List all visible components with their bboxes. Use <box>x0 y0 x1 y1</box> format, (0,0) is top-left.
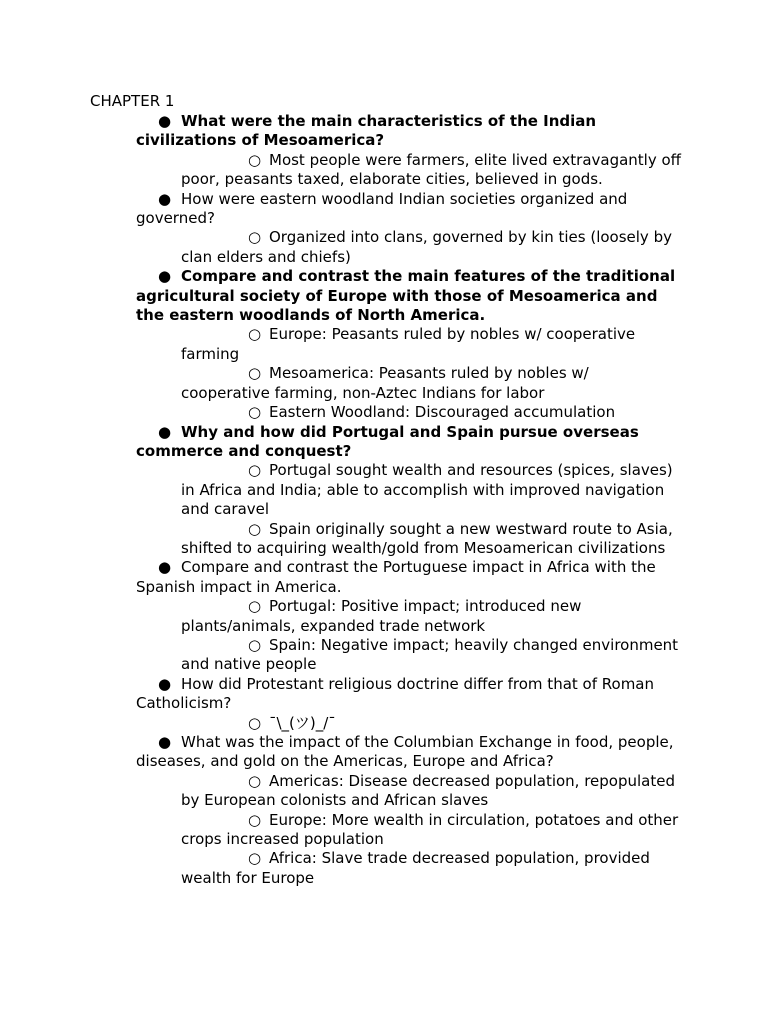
question-item <box>136 423 682 462</box>
bullet-icon: ● <box>158 112 172 130</box>
bullet-icon: ● <box>158 733 172 751</box>
answer-item <box>136 636 682 675</box>
answer-text: Europe: More wealth in circulation, potatoes and other crops increased population <box>181 810 679 849</box>
answer-text: Americas: Disease decreased population, repopulated by European colonists and African slaves <box>181 771 676 810</box>
answer-item <box>136 228 682 267</box>
bullet-icon: ● <box>158 674 172 693</box>
bullet-icon: ● <box>158 267 172 286</box>
sub-bullet-icon: ○ <box>248 519 262 538</box>
sub-bullet-icon: ○ <box>248 364 262 383</box>
answer-text: Portugal sought wealth and resources (spices, slaves) in Africa and India; able to accomplish with improved navigation and caravel <box>181 461 673 519</box>
answer-text: Organized into clans, governed by kin ties (loosely by clan elders and chiefs) <box>181 228 672 266</box>
bullet-icon: ● <box>158 422 172 441</box>
answer-item <box>136 403 682 422</box>
answer-item <box>136 714 682 733</box>
question-text: Compare and contrast the main features of the traditional agricultural society of Europe with those of Mesoamerica and the eastern woodlands of North America. <box>136 267 676 325</box>
sub-bullet-icon: ○ <box>248 403 262 422</box>
question-text: What was the impact of the Columbian Exchange in food, people, diseases, and gold on the Americas, Europe and Africa? <box>136 733 674 771</box>
sub-bullet-icon: ○ <box>248 597 262 616</box>
answer-item <box>136 811 682 850</box>
bullet-icon: ● <box>158 558 172 577</box>
answer-item <box>136 151 682 190</box>
sub-bullet-icon: ○ <box>248 228 262 247</box>
answer-item <box>136 849 682 888</box>
question-item <box>136 112 682 151</box>
question-text: How did Protestant religious doctrine differ from that of Roman Catholicism? <box>136 674 654 713</box>
answer-text: ¯\_(ツ)_/¯ <box>269 713 336 732</box>
question-text: Compare and contrast the Portuguese impact in Africa with the Spanish impact in America. <box>136 558 656 596</box>
question-item <box>136 733 682 772</box>
chapter-title: CHAPTER 1 <box>90 92 175 110</box>
answer-item <box>136 520 682 559</box>
question-list <box>136 112 682 888</box>
answer-item <box>136 772 682 811</box>
sub-bullet-icon: ○ <box>248 461 262 480</box>
question-text: How were eastern woodland Indian societies organized and governed? <box>136 189 628 228</box>
question-text: What were the main characteristics of the Indian civilizations of Mesoamerica? <box>136 112 597 150</box>
sub-bullet-icon: ○ <box>248 325 262 344</box>
sub-bullet-icon: ○ <box>248 635 262 654</box>
sub-bullet-icon: ○ <box>248 810 262 829</box>
answer-text: Mesoamerica: Peasants ruled by nobles w/ cooperative farming, non-Aztec Indians for labor <box>181 364 589 402</box>
question-item <box>136 675 682 714</box>
answer-text: Europe: Peasants ruled by nobles w/ cooperative farming <box>181 325 636 363</box>
sub-bullet-icon: ○ <box>248 849 262 868</box>
answer-item <box>136 364 682 403</box>
question-item <box>136 267 682 325</box>
answer-item <box>136 325 682 364</box>
answer-text: Portugal: Positive impact; introduced new plants/animals, expanded trade network <box>181 597 582 635</box>
question-text: Why and how did Portugal and Spain pursue overseas commerce and conquest? <box>136 422 639 460</box>
answer-text: Spain: Negative impact; heavily changed environment and native people <box>181 635 679 674</box>
answer-text: Africa: Slave trade decreased population, provided wealth for Europe <box>181 849 650 887</box>
answer-text: Eastern Woodland: Discouraged accumulation <box>269 403 616 422</box>
question-item <box>136 190 682 229</box>
answer-text: Spain originally sought a new westward route to Asia, shifted to acquiring wealth/gold from Mesoamerican civilizations <box>181 519 673 557</box>
answer-text: Most people were farmers, elite lived extravagantly off poor, peasants taxed, elaborate cities, believed in gods. <box>181 150 682 189</box>
sub-bullet-icon: ○ <box>248 771 262 790</box>
question-item <box>136 558 682 597</box>
answer-item <box>136 597 682 636</box>
sub-bullet-icon: ○ <box>248 713 262 732</box>
sub-bullet-icon: ○ <box>248 150 262 169</box>
answer-item <box>136 461 682 519</box>
bullet-icon: ● <box>158 189 172 208</box>
